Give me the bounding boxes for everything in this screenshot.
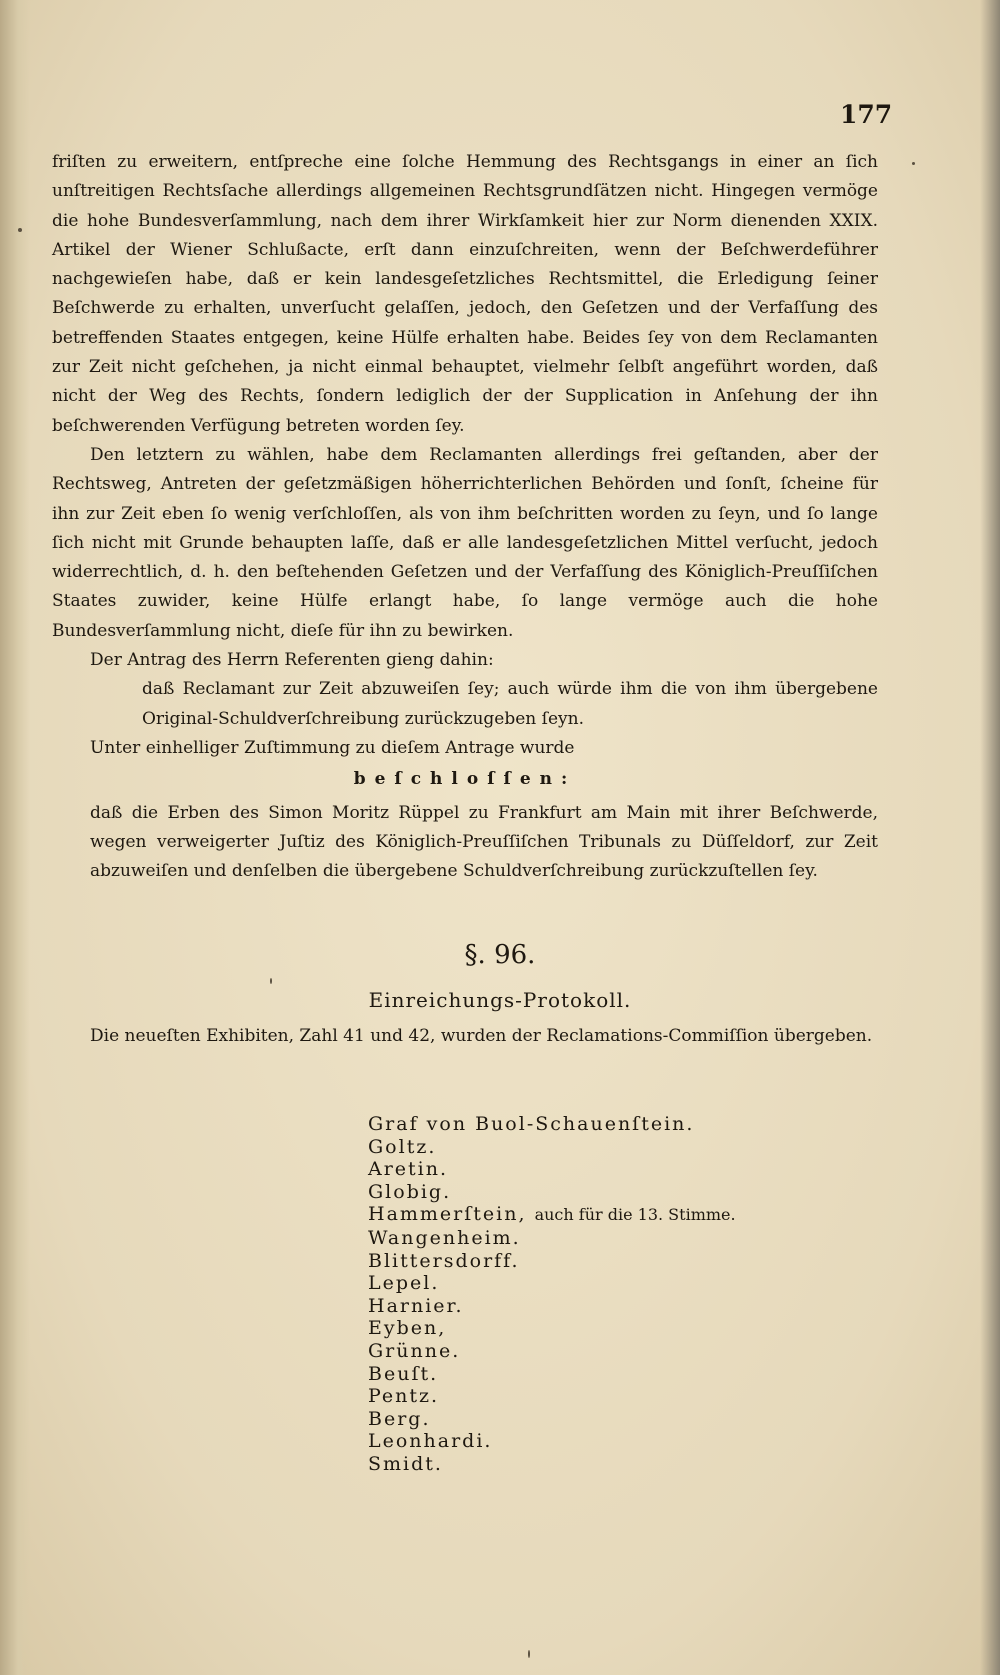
main-text: [52, 148, 878, 886]
section-number: §. 96.: [464, 940, 536, 970]
paper-speck: [528, 1650, 530, 1658]
signatory-name: Smidt.: [368, 1452, 443, 1475]
signatory-name: Wangenheim.: [368, 1226, 521, 1249]
decision-text: daß die Erben des Simon Moritz Rüppel zu Frankfurt am Main mit ihrer Beſchwerde, wegen verweigerter Juſtiz des Königlich-Preuſſiſchen Tribunals zu Düſſeldorf, zur Zeit abzuweiſen und denſelben die übergebene Schuldverſchreibung zurückzuſtellen ſey.: [90, 802, 878, 882]
signatory: [368, 1250, 888, 1273]
paper-speck: [270, 978, 272, 984]
signatory: [368, 1295, 888, 1318]
signatory: [368, 1227, 888, 1250]
signatory-name: Aretin.: [368, 1158, 449, 1181]
signatory-name: Lepel.: [368, 1272, 440, 1295]
motion-text: daß Reclamant zur Zeit abzuweiſen ſey; auch würde ihm die von ihm übergebene Original-Schuldverſchreibung zurückzugeben ſeyn.: [142, 679, 878, 729]
signatory-name: Berg.: [368, 1407, 431, 1430]
signatory: [368, 1385, 888, 1408]
paper-speck: [18, 228, 22, 232]
signatory: [368, 1272, 888, 1295]
paper-speck: [912, 162, 915, 165]
decision-heading: beſchloſſen:: [353, 769, 577, 790]
signatory-name: Harnier.: [368, 1294, 464, 1317]
page-edge-right: [980, 0, 1000, 1675]
signatory: [368, 1317, 888, 1340]
signatory-name: Eyben,: [368, 1317, 447, 1340]
paragraph-continuation: friſten zu erweitern, entſpreche eine ſolche Hemmung des Rechtsgangs in einer an ſich unſtreitigen Rechtsſache allerdings allgemeinen Rechtsgrundſätzen nicht. Hingegen vermöge die hohe Bundesverſammlung, nach dem ihrer Wirkſamkeit hier zur Norm dienenden XXIX. Artikel der Wiener Schlußacte, erſt dann einzuſchreiten, wenn der Beſchwerdeführer nachgewieſen habe, daß er kein landesgeſetzliches Rechtsmittel, die Erledigung ſeiner Beſchwerde zu erhalten, unverſucht gelaſſen, jedoch, den Geſetzen und der Verfaſſung des betreffenden Staates entgegen, keine Hülfe erhalten habe. Beides ſey von dem Reclamanten zur Zeit nicht geſchehen, ja nicht einmal behauptet, vielmehr ſelbſt angeführt worden, daß nicht der Weg des Rechts, ſondern lediglich der der Supplication in Anſehung der ihn beſchwerenden Verfügung betreten worden ſey.: [52, 152, 878, 436]
signatory-name: Beuſt.: [368, 1362, 439, 1385]
signatory: [368, 1158, 888, 1181]
signatory: [368, 1363, 888, 1386]
signatory: [368, 1203, 888, 1227]
signatory: [368, 1340, 888, 1363]
signatory-name: Pentz.: [368, 1385, 440, 1408]
signatory: [368, 1136, 888, 1159]
signatory-name: Leonhardi.: [368, 1430, 493, 1453]
vote-line: Unter einhelliger Zuſtimmung zu dieſem Antrage wurde: [90, 737, 575, 758]
signatory-name: Blittersdorff.: [368, 1249, 520, 1272]
section-title: Einreichungs-Protokoll.: [368, 988, 632, 1012]
signatory-name: Goltz.: [368, 1135, 437, 1158]
signatory: [368, 1408, 888, 1431]
section-text: Die neueſten Exhibiten, Zahl 41 und 42, wurden der Reclamations-Commiſſion übergeben.: [90, 1026, 873, 1046]
signatory-name: Hammerſtein,: [368, 1203, 527, 1226]
signatory: [368, 1453, 888, 1476]
signatory-note: auch für die 13. Stimme.: [534, 1205, 736, 1225]
signatory-name: Graf von Buol-Schauenſtein.: [368, 1113, 695, 1135]
signatory: [368, 1430, 888, 1453]
signatory-list: [368, 1113, 888, 1476]
signatory: [368, 1181, 888, 1204]
page-number: 177: [840, 100, 893, 129]
signatory: [368, 1113, 888, 1136]
motion-intro: Der Antrag des Herrn Referenten gieng dahin:: [90, 650, 494, 671]
signatory-name: Globig.: [368, 1180, 452, 1203]
page-edge-left: [0, 0, 30, 1675]
paragraph-second: Den letztern zu wählen, habe dem Reclamanten allerdings frei geſtanden, aber der Rechtsweg, Antreten der geſetzmäßigen höherrichterlichen Behörden und ſonſt, ſcheine für ihn zur Zeit eben ſo wenig verſchloſſen, als von ihm beſchritten worden zu ſeyn, und ſo lange ſich nicht mit Grunde behaupten laſſe, daß er alle landesgeſetzlichen Mittel verſucht, jedoch widerrechtlich, d. h. den beſtehenden Geſetzen und der Verfaſſung des Königlich-Preuſſiſchen Staates zuwider, keine Hülfe erlangt habe, ſo lange vermöge auch die hohe Bundesverſammlung nicht, dieſe für ihn zu bewirken.: [52, 444, 878, 641]
signatory-name: Grünne.: [368, 1339, 461, 1362]
